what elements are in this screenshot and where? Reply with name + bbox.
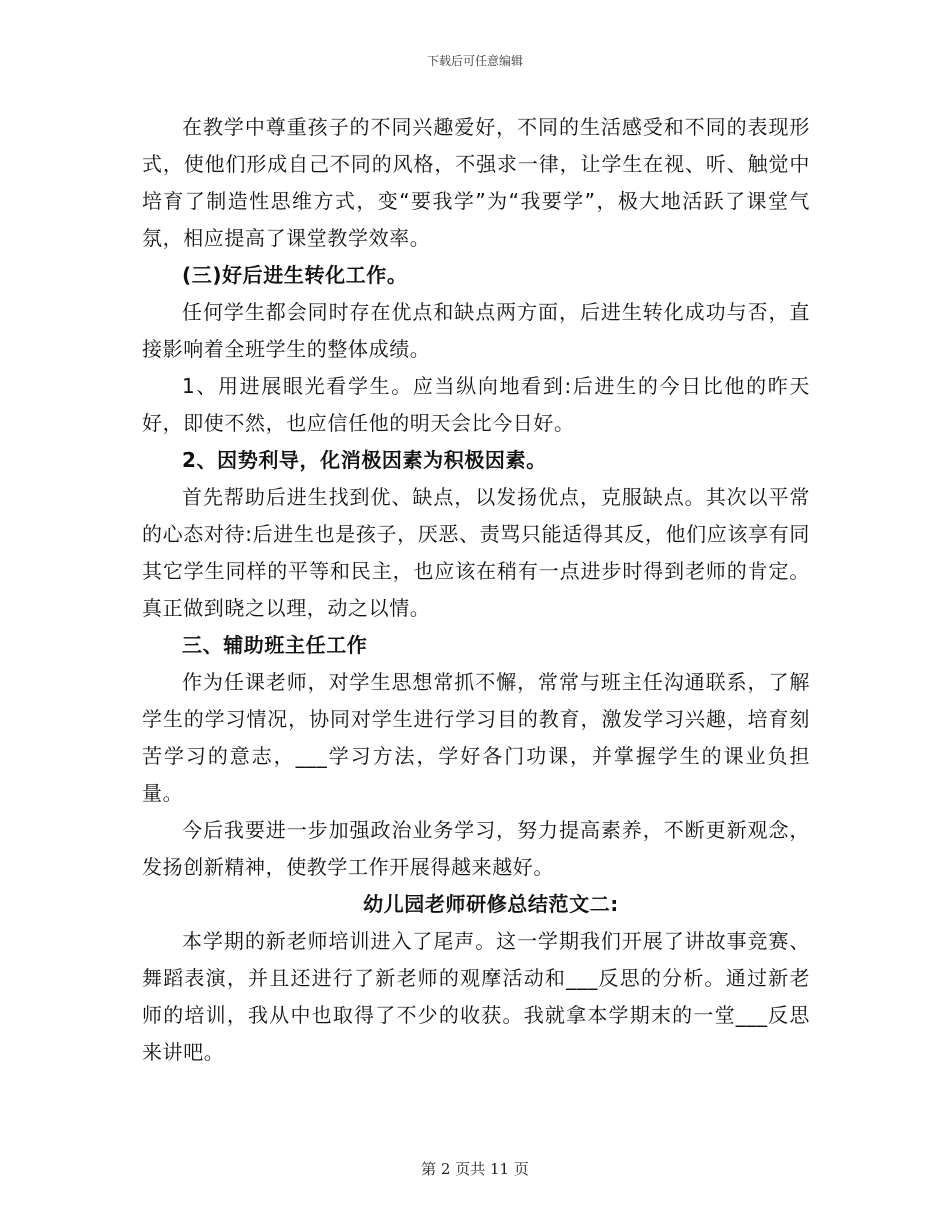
paragraph: 首先帮助后进生找到优、缺点，以发扬优点，克服缺点。其次以平常的心态对待:后进生也是孩子，厌恶、责骂只能适得其反，他们应该享有同其它学生同样的平等和民主，也应该在稍有一点进步时得到老师的肯定。真正做到晓之以理，动之以情。 <box>142 485 810 620</box>
paragraph: 在教学中尊重孩子的不同兴趣爱好，不同的生活感受和不同的表现形式，使他们形成自己不同的风格，不强求一律，让学生在视、听、触觉中培育了制造性思维方式，变“要我学”为“我要学”，极大地活跃了课堂气氛，相应提高了课堂教学效率。 <box>142 115 810 250</box>
paragraph: 1、用进展眼光看学生。应当纵向地看到:后进生的今日比他的昨天好，即使不然，也应信任他的明天会比今日好。 <box>142 374 810 435</box>
section-heading: 2、因势利导，化消极因素为积极因素。 <box>182 448 547 472</box>
section-heading: 三、辅助班主任工作 <box>182 633 368 657</box>
paragraph: 本学期的新老师培训进入了尾声。这一学期我们开展了讲故事竞赛、舞蹈表演，并且还进行了新老师的观摩活动和___反思的分析。通过新老师的培训，我从中也取得了不少的收获。我就拿本学期末的一堂___反思来讲吧。 <box>142 929 810 1064</box>
paragraph: 作为任课老师，对学生思想常抓不懈，常常与班主任沟通联系，了解学生的学习情况，协同对学生进行学习目的教育，激发学习兴趣，培育刻苦学习的意志，___学习方法，学好各门功课，并掌握学生的课业负担量。 <box>142 670 810 805</box>
paragraph: 今后我要进一步加强政治业务学习，努力提高素养，不断更新观念，发扬创新精神，使教学工作开展得越来越好。 <box>142 818 810 879</box>
article-title: 幼儿园老师研修总结范文二: <box>363 892 619 916</box>
page-header: 下载后可任意编辑 <box>426 54 523 68</box>
section-heading: (三)好后进生转化工作。 <box>182 263 408 287</box>
document-body <box>142 109 810 1071</box>
page-footer: 第 2 页共 11 页 <box>421 1160 529 1178</box>
paragraph: 任何学生都会同时存在优点和缺点两方面，后进生转化成功与否，直接影响着全班学生的整体成绩。 <box>142 300 810 361</box>
